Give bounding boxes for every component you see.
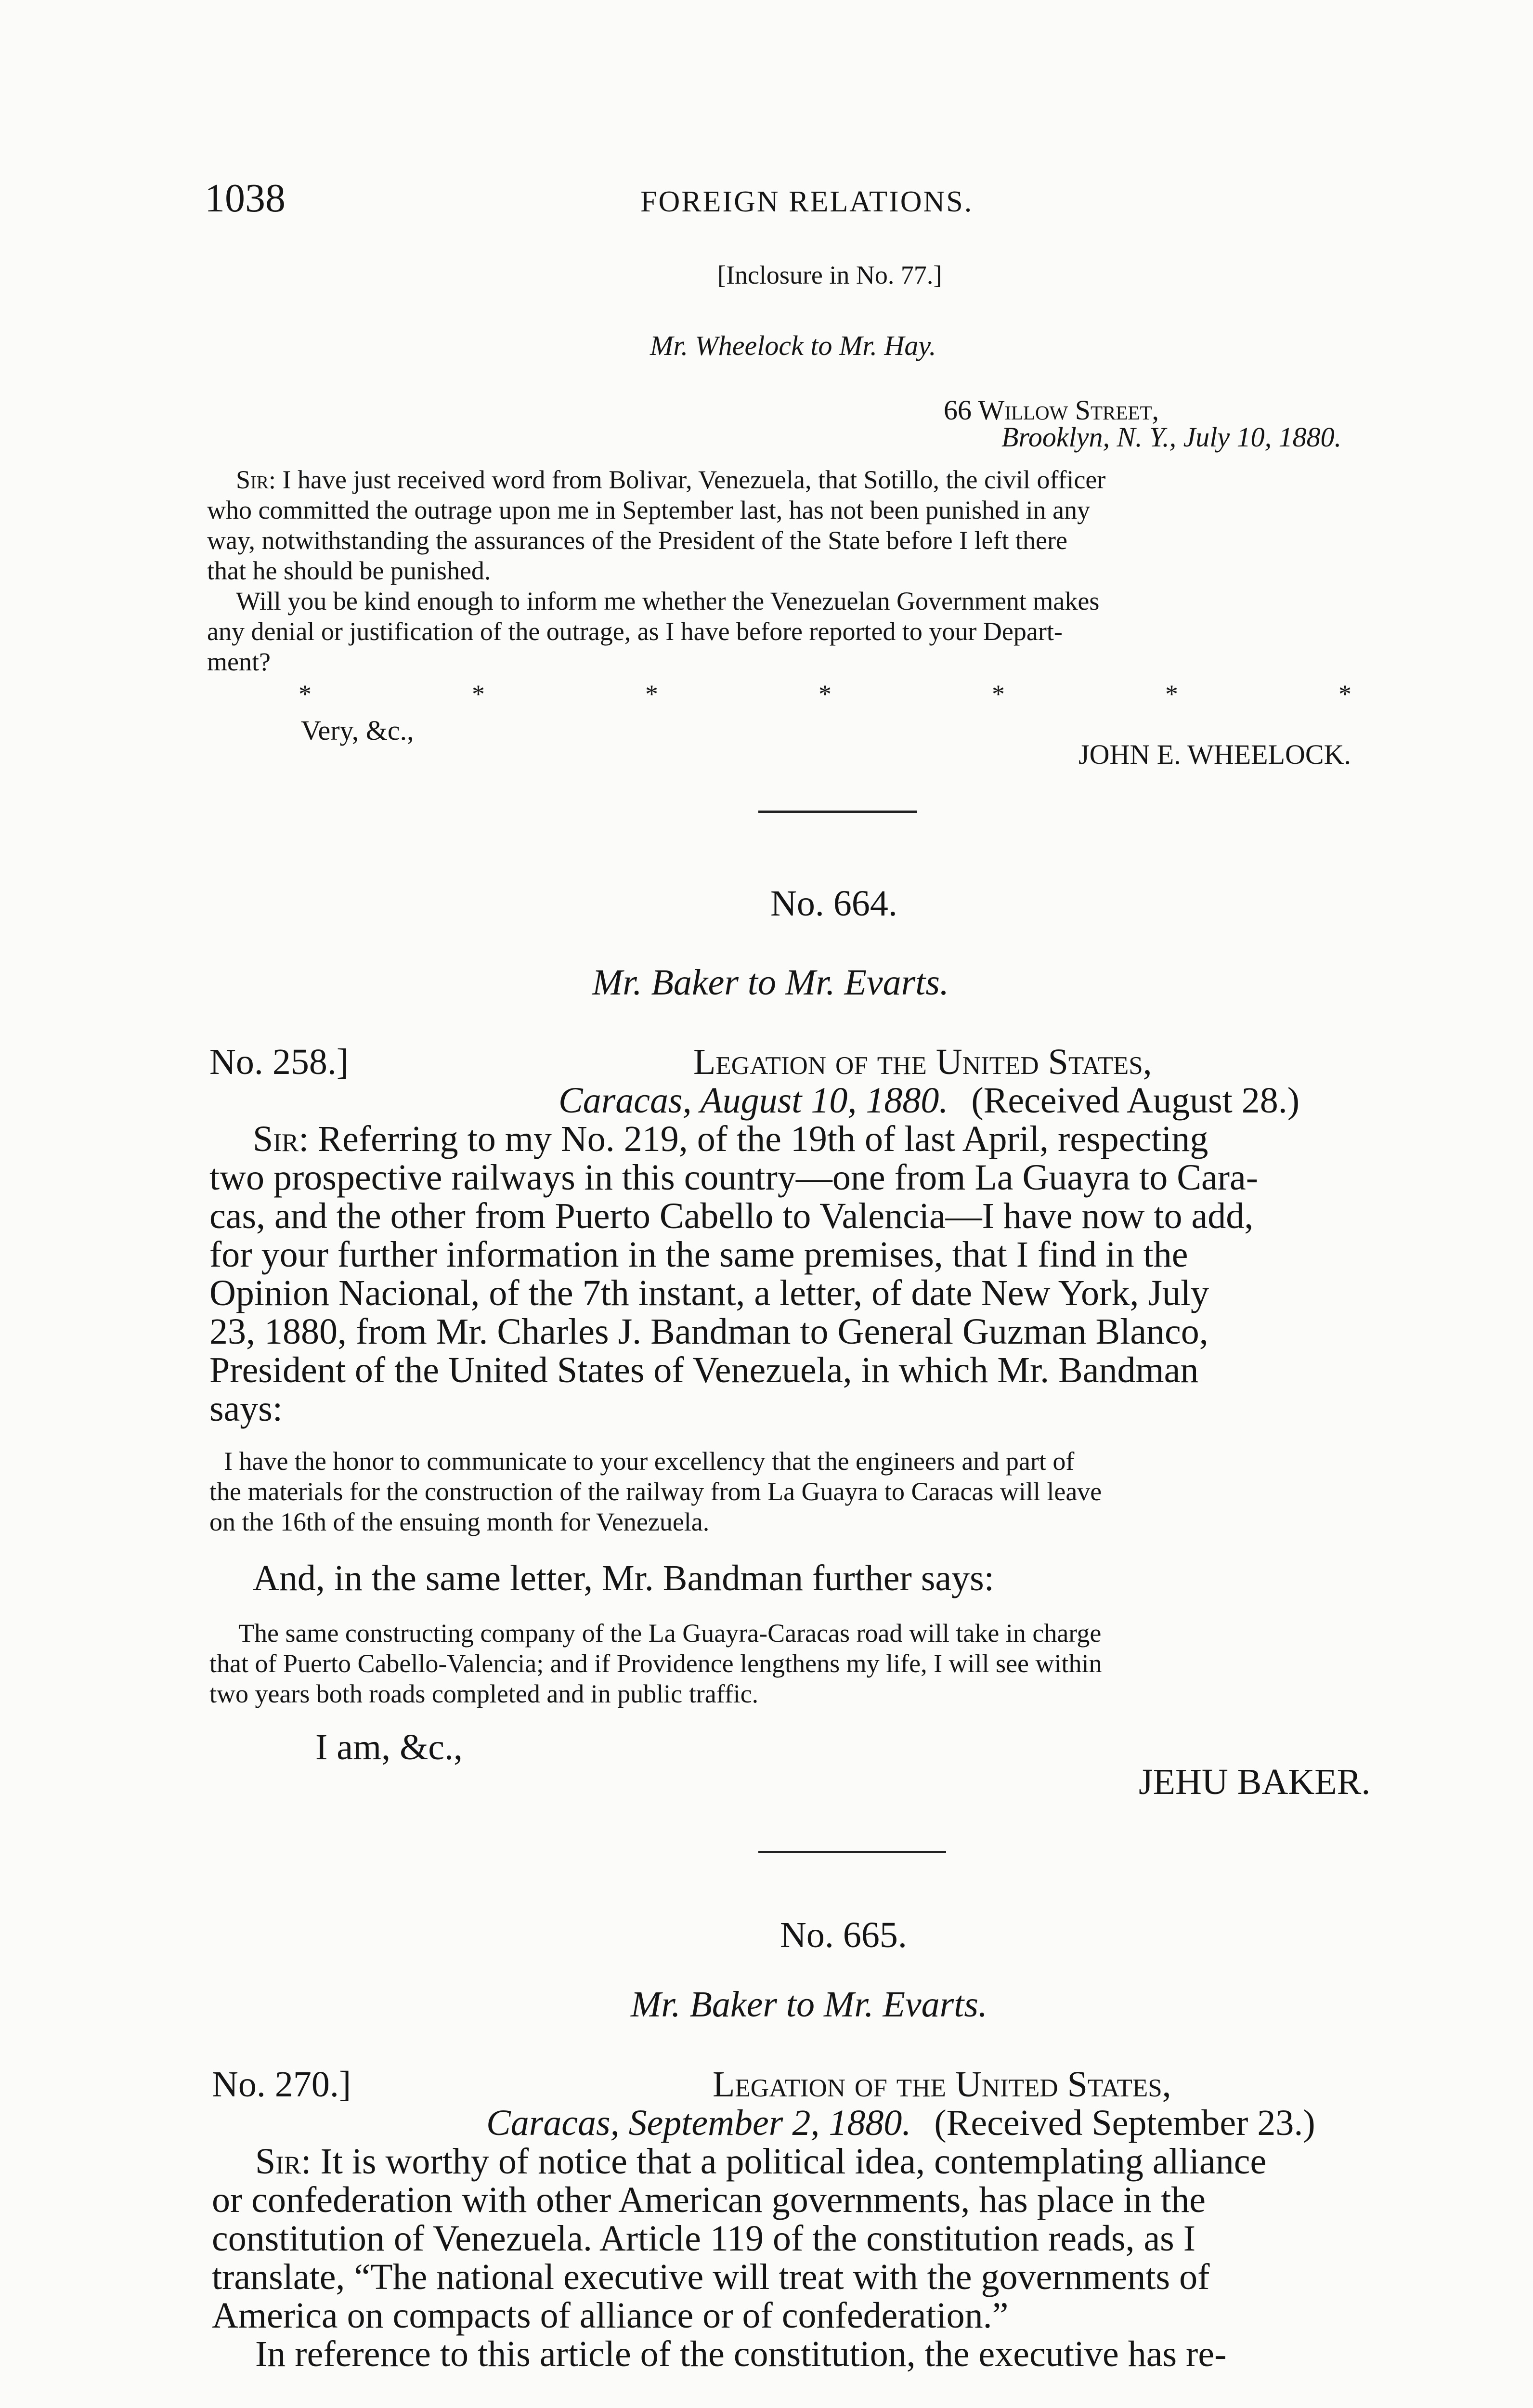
connector-line: And, in the same letter, Mr. Bandman further says: — [253, 1558, 994, 1598]
salutation: Sir — [236, 465, 269, 494]
dispatch-body: Sir: Referring to my No. 219, of the 19th of last April, respecting two prospective railways in this country—one from La Guayra to Cara- cas, and the other from Puerto Cabello to Valencia—I have now to add, for your further information in the same premises, that I find in the Opinion Nacional, of the 7th instant, a letter, of date New York, July 23, 1880, from Mr. Charles J. Bandman to General Guzman Blanco, President of the United States of Venezuela, in which Mr. Bandman says: — [209, 1119, 1259, 1429]
document-number: No. 664. — [770, 883, 897, 924]
page-number: 1038 — [205, 176, 286, 221]
ellipsis-asterisks: * * * * * * * — [299, 680, 1351, 708]
document-number: No. 665. — [780, 1915, 907, 1955]
inclosure-label: [Inclosure in No. 77.] — [717, 261, 942, 289]
document-heading: Mr. Baker to Mr. Evarts. — [631, 1984, 987, 2025]
section-divider — [758, 811, 917, 813]
running-title: FOREIGN RELATIONS. — [640, 185, 974, 218]
dispatch-number: No. 270.] — [212, 2064, 351, 2105]
place-date-line: Caracas, August 10, 1880. (Received August 28.) — [559, 1080, 1300, 1121]
inclosure-paragraph-2: Will you be kind enough to inform me whether the Venezuelan Government makes any denial or justification of the outrage, as I have before reported to your Depart- ment? — [207, 587, 1100, 676]
address-street: 66 Willow Street, — [944, 394, 1159, 426]
inclosure-paragraph-1: Sir: I have just received word from Bolivar, Venezuela, that Sotillo, the civil officer who committed the outrage upon me in September last, has not been punished in any way, notwithstanding the assurances of the President of the State before I left there that he should be punished. — [207, 465, 1106, 585]
place-date-line: Caracas, September 2, 1880. (Received September 23.) — [486, 2103, 1315, 2143]
salutation: Sir — [253, 1119, 299, 1159]
section-divider — [758, 1851, 946, 1853]
closing: I am, &c., — [315, 1727, 463, 1767]
document-heading: Mr. Baker to Mr. Evarts. — [592, 962, 949, 1003]
closing: Very, &c., — [301, 715, 414, 746]
legation-heading: Legation of the United States, — [713, 2064, 1171, 2105]
block-quote-1: I have the honor to communicate to your excellency that the engineers and part of the materials for the construction of the railway from La Guayra to Caracas will leave on the 16th of the ensuing month for Venezuela. — [209, 1447, 1102, 1536]
signature: JEHU BAKER. — [1139, 1762, 1371, 1802]
letter-heading: Mr. Wheelock to Mr. Hay. — [650, 330, 936, 361]
dispatch-number: No. 258.] — [209, 1042, 349, 1082]
salutation: Sir — [255, 2141, 301, 2182]
address-place-date: Brooklyn, N. Y., July 10, 1880. — [1001, 421, 1342, 453]
block-quote-2: The same constructing company of the La Guayra-Caracas road will take in charge that of Puerto Cabello-Valencia; and if Providence lengthens my life, I will see within two years both roads completed and in public traffic. — [209, 1619, 1102, 1708]
legation-heading: Legation of the United States, — [693, 1042, 1152, 1082]
signature: JOHN E. WHEELOCK. — [1078, 739, 1351, 770]
dispatch-body: Sir: It is worthy of notice that a political idea, contemplating alliance or confederation with other American governments, has place in the constitution of Venezuela. Article 119 of the constitution reads, as I translate, “The national executive will treat with the governments of America on compacts of alliance or of confederation.” In reference to this article of the constitution, the executive has re- — [212, 2141, 1267, 2374]
